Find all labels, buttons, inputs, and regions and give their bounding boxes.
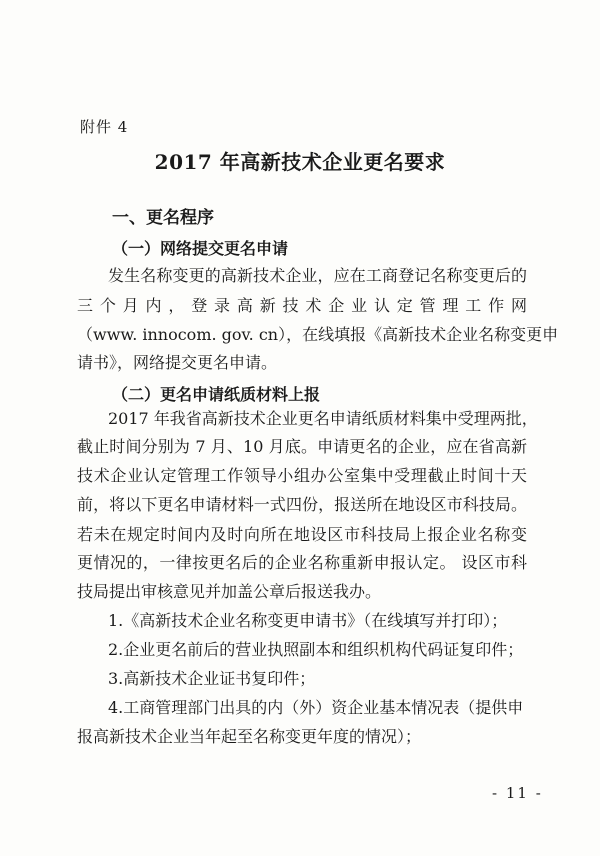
- section-heading-rename-procedure: 一、更名程序: [112, 208, 214, 228]
- subsection-heading-paper-materials: （二）更名申请纸质材料上报: [112, 385, 321, 404]
- material-item: 1.《高新技术企业名称变更申请书》（在线填写并打印）；: [108, 611, 508, 630]
- material-item: 4.工商管理部门出具的内（外）资企业基本情况表（提供申: [108, 698, 524, 717]
- page-number: - 11 -: [492, 784, 543, 802]
- paragraph-line: 三 个 月 内 ， 登 录 高 新 技 术 企 业 认 定 管 理 工 作 网: [77, 296, 527, 315]
- paragraph-line: 请书》，网络提交更名申请。: [77, 353, 278, 372]
- paragraph-line: 技局提出审核意见并加盖公章后报送我办。: [77, 582, 382, 601]
- document-title: 2017 年高新技术企业更名要求: [154, 150, 446, 174]
- paragraph-line: 发生名称变更的高新技术企业，应在工商登记名称变更后的: [108, 266, 527, 285]
- paragraph-line: 技术企业认定管理工作领导小组办公室集中受理截止时间十天: [77, 466, 527, 485]
- paragraph-line: 若未在规定时间内及时向所在地设区市科技局上报企业名称变: [77, 525, 527, 544]
- material-item-continuation: 报高新技术企业当年起至名称变更年度的情况）；: [77, 727, 422, 746]
- paragraph-line: （www. innocom. gov. cn），在线填报《高新技术企业名称变更申: [77, 325, 559, 344]
- subsection-heading-online-submission: （一）网络提交更名申请: [112, 239, 289, 258]
- paragraph-line: 前，将以下更名申请材料一式四份，报送所在地设区市科技局。: [77, 495, 527, 514]
- paragraph-line: 截止时间分别为 7 月、10 月底。申请更名的企业，应在省高新: [77, 437, 527, 456]
- attachment-label: 附件 4: [80, 118, 129, 136]
- material-item: 2.企业更名前后的营业执照副本和组织机构代码证复印件；: [108, 640, 524, 659]
- paragraph-line: 更情况的，一律按更名后的企业名称重新申报认定。 设区市科: [77, 553, 527, 572]
- paragraph-line: 2017 年我省高新技术企业更名申请纸质材料集中受理两批，: [108, 409, 538, 428]
- material-item: 3.高新技术企业证书复印件；: [108, 669, 316, 688]
